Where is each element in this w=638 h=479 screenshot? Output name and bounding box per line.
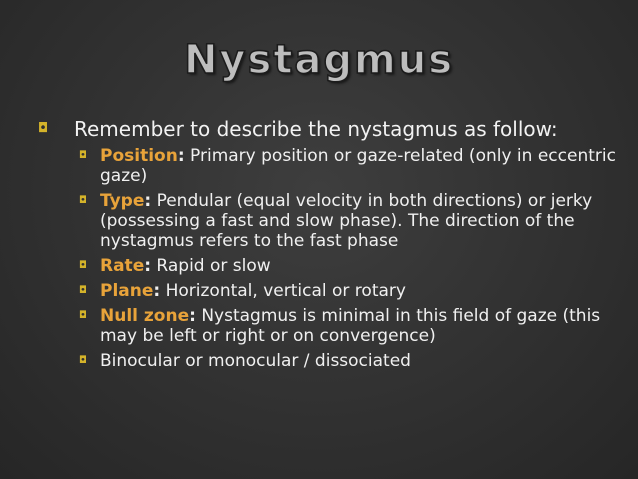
- square-bullet-icon: ◘: [79, 150, 87, 161]
- square-bullet-icon: ◘: [79, 195, 87, 206]
- term-label: Null zone: [100, 306, 190, 326]
- main-bullet-text: Remember to describe the nystagmus as follow:: [74, 117, 558, 141]
- square-bullet-icon: ◘: [79, 285, 87, 296]
- slide-title: Nystagmus: [183, 37, 455, 83]
- sub-bullet-binocular: [38, 351, 618, 371]
- term-label: Type: [100, 191, 145, 211]
- term-description: Pendular (equal velocity in both directions) or jerky (possessing a fast and slow phase). The direction of the nystagmus refers to the fast phase: [100, 191, 593, 251]
- term-label: Plane: [100, 281, 154, 301]
- slide-content: [38, 118, 618, 376]
- square-bullet-icon: ◘: [38, 121, 49, 136]
- term-description: Rapid or slow: [151, 256, 271, 276]
- term-separator: :: [153, 281, 161, 301]
- square-bullet-icon: ◘: [79, 310, 87, 321]
- sub-bullet-type: [38, 191, 618, 251]
- sub-bullet-list: [38, 146, 618, 371]
- term-separator: :: [144, 256, 152, 276]
- sub-bullet-rate: [38, 256, 618, 276]
- term-label: Position: [100, 146, 178, 166]
- term-description: Primary position or gaze-related (only in eccentric gaze): [100, 146, 616, 186]
- term-description: Horizontal, vertical or rotary: [160, 281, 406, 301]
- term-description: Nystagmus is minimal in this field of gaze (this may be left or right or on convergence): [100, 306, 601, 346]
- term-separator: :: [144, 191, 152, 211]
- square-bullet-icon: ◘: [79, 355, 87, 366]
- sub-bullet-position: [38, 146, 618, 186]
- main-bullet-item: [38, 118, 618, 141]
- term-separator: :: [189, 306, 196, 326]
- term-label: Rate: [100, 256, 145, 276]
- sub-bullet-plane: [38, 281, 618, 301]
- term-description: Binocular or monocular / dissociated: [100, 351, 411, 371]
- term-separator: :: [177, 146, 185, 166]
- sub-bullet-null-zone: [38, 306, 618, 346]
- square-bullet-icon: ◘: [79, 260, 87, 271]
